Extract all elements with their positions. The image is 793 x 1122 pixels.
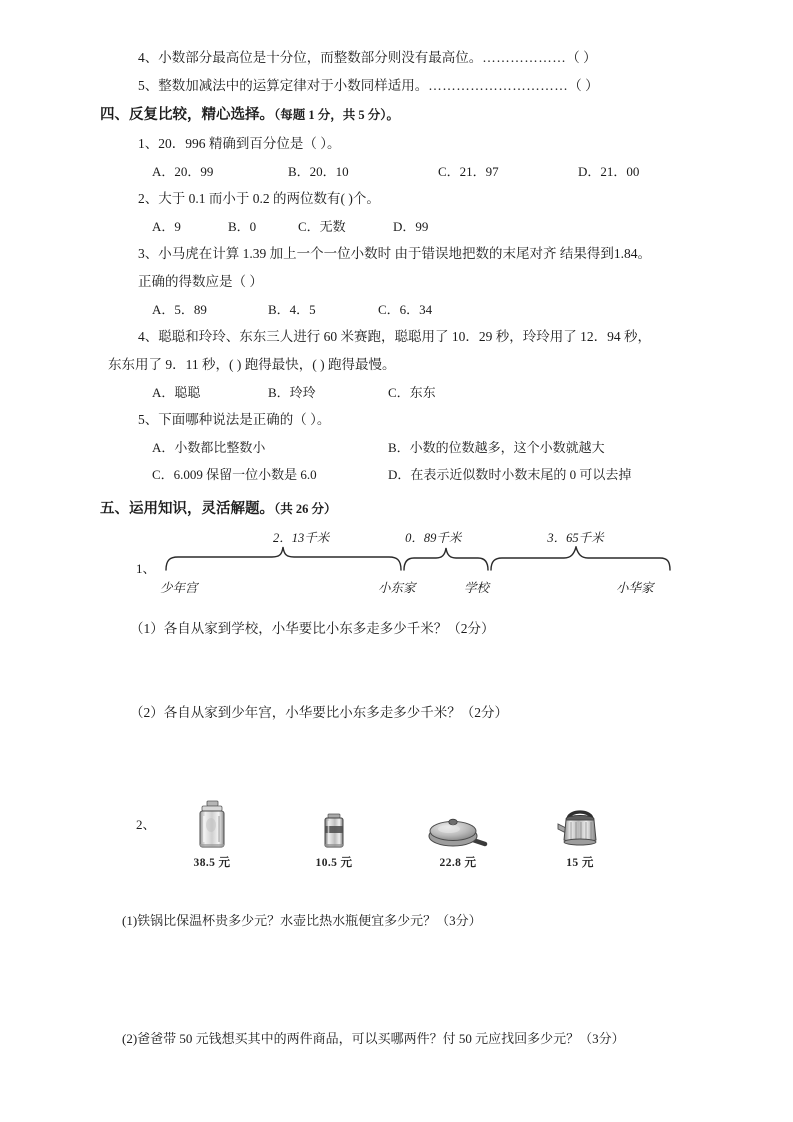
question-number: 5、 [138, 412, 159, 427]
goods-row [164, 798, 644, 878]
option-a[interactable]: A．20．99 [152, 164, 214, 179]
option-c[interactable]: C．东东 [388, 385, 436, 400]
question-stem: 20．996 精确到百分位是（ ）。 [158, 136, 341, 151]
problem-number: 1、 [136, 561, 156, 576]
section4-q5-options-row1 [108, 434, 688, 461]
section4-q4-options [108, 379, 688, 406]
question-number: 4、 [138, 329, 159, 344]
option-a[interactable]: A．5．89 [152, 302, 207, 317]
leader-dots: ……………… [482, 50, 567, 65]
section4-question-3-line2 [108, 268, 688, 296]
option-a[interactable]: A．小数都比整数小 [152, 440, 266, 455]
question-stem: 小马虎在计算 1.39 加上一个一位小数时 由于错误地把数的末尾对齐 结果得到1.84。 [158, 246, 651, 261]
section4-question-5 [108, 406, 688, 434]
item-text: 小数部分最高位是十分位，而整数部分则没有最高位。 [158, 50, 483, 65]
item-number: 4、 [138, 50, 159, 65]
truefalse-item-5 [108, 72, 688, 100]
section-4-title: 四、反复比较，精心选择。 [100, 107, 274, 123]
section5-problem-1 [108, 528, 688, 614]
segment-label-3: 3．65千米 [547, 531, 604, 545]
segment-label-1: 2．13千米 [273, 531, 330, 545]
section5-problem-2 [108, 798, 688, 882]
section5-p1-subquestion-2: （2）各自从家到少年宫，小华要比小东多走多少千米？（2分） [130, 705, 508, 720]
frying-pan-icon [410, 798, 506, 850]
option-d[interactable]: D．99 [393, 219, 429, 234]
option-a[interactable]: A．9 [152, 219, 181, 234]
point-label-xiaohua-home: 小华家 [616, 581, 654, 595]
section4-q2-options [108, 213, 688, 240]
section4-q3-options [108, 296, 688, 323]
option-b[interactable]: B．20．10 [288, 164, 349, 179]
good-item-thermos [164, 798, 260, 870]
option-c[interactable]: C．6.009 保留一位小数是 6.0 [152, 467, 317, 482]
price-label: 38.5 元 [193, 857, 231, 869]
question-stem: 下面哪种说法是正确的（ ）。 [158, 412, 331, 427]
option-d[interactable]: D．在表示近似数时小数末尾的 0 可以去掉 [388, 467, 632, 482]
point-label-school: 学校 [464, 581, 490, 595]
question-number: 2、 [138, 191, 159, 206]
option-c[interactable]: C．无数 [298, 219, 346, 234]
answer-blank[interactable]: （ ） [566, 50, 597, 65]
price-label: 22.8 元 [439, 857, 477, 869]
problem-number: 2、 [136, 817, 156, 832]
section5-p2-subquestion-2: (2)爸爸带 50 元钱想买其中的两件商品，可以买哪两件？付 50 元应找回多少元？（3分） [122, 1031, 625, 1046]
price-label: 10.5 元 [315, 857, 353, 869]
thermos-flask-icon [164, 798, 260, 850]
section-5-heading [100, 494, 688, 524]
section4-question-4 [108, 323, 688, 351]
point-label-xiaodong-home: 小东家 [378, 581, 416, 595]
price-label: 15 元 [566, 857, 594, 869]
section4-question-1 [108, 130, 688, 158]
worksheet-content [100, 44, 688, 1052]
question-number: 3、 [138, 246, 159, 261]
question-stem-continued: 正确的得数应是（ ） [138, 274, 263, 289]
point-label-youth-palace: 少年宫 [160, 581, 198, 595]
section-5-note: （共 26 分） [274, 502, 337, 516]
section5-p2-subquestion-1: (1)铁锅比保温杯贵多少元？水壶比热水瓶便宜多少元？（3分） [122, 913, 482, 928]
distance-diagram [160, 528, 672, 595]
leader-dots: ………………………… [428, 78, 569, 93]
section4-q5-options-row2 [108, 461, 688, 488]
question-stem: 聪聪和玲玲、东东三人进行 60 米赛跑，聪聪用了 10．29 秒，玲玲用了 12．94 秒， [158, 329, 651, 344]
section4-question-3 [108, 240, 688, 268]
good-item-frying-pan [410, 798, 506, 870]
item-text: 整数加减法中的运算定律对于小数同样适用。 [158, 78, 429, 93]
option-b[interactable]: B．0 [228, 219, 257, 234]
segment-label-2: 0．89千米 [405, 531, 462, 545]
question-stem-continued: 东东用了 9．11 秒，( ) 跑得最快，( ) 跑得最慢。 [108, 357, 396, 372]
section4-question-2 [108, 185, 688, 213]
section4-q1-options [108, 158, 688, 185]
vacuum-cup-icon [286, 798, 382, 850]
answer-blank[interactable]: （ ） [568, 78, 599, 93]
question-stem: 大于 0.1 而小于 0.2 的两位数有( )个。 [158, 191, 380, 206]
section-4-note: （每题 1 分，共 5 分）。 [274, 108, 400, 122]
section-4-heading [100, 100, 688, 130]
option-d[interactable]: D．21．00 [578, 164, 640, 179]
kettle-icon [532, 798, 628, 850]
option-b[interactable]: B．4．5 [268, 302, 316, 317]
option-b[interactable]: B．小数的位数越多，这个小数就越大 [388, 440, 605, 455]
section5-p1-subquestion-1: （1）各自从家到学校，小华要比小东多走多少千米？（2分） [130, 621, 495, 636]
option-a[interactable]: A．聪聪 [152, 385, 201, 400]
item-number: 5、 [138, 78, 159, 93]
option-c[interactable]: C．21．97 [438, 164, 499, 179]
section-5-title: 五、运用知识，灵活解题。 [100, 501, 274, 517]
good-item-vacuum-cup [286, 798, 382, 870]
section4-question-4-line2 [108, 351, 688, 379]
truefalse-item-4 [108, 44, 688, 72]
option-c[interactable]: C．6．34 [378, 302, 433, 317]
question-number: 1、 [138, 136, 159, 151]
option-b[interactable]: B．玲玲 [268, 385, 316, 400]
brace-group-icon [164, 546, 672, 572]
good-item-kettle [532, 798, 628, 870]
